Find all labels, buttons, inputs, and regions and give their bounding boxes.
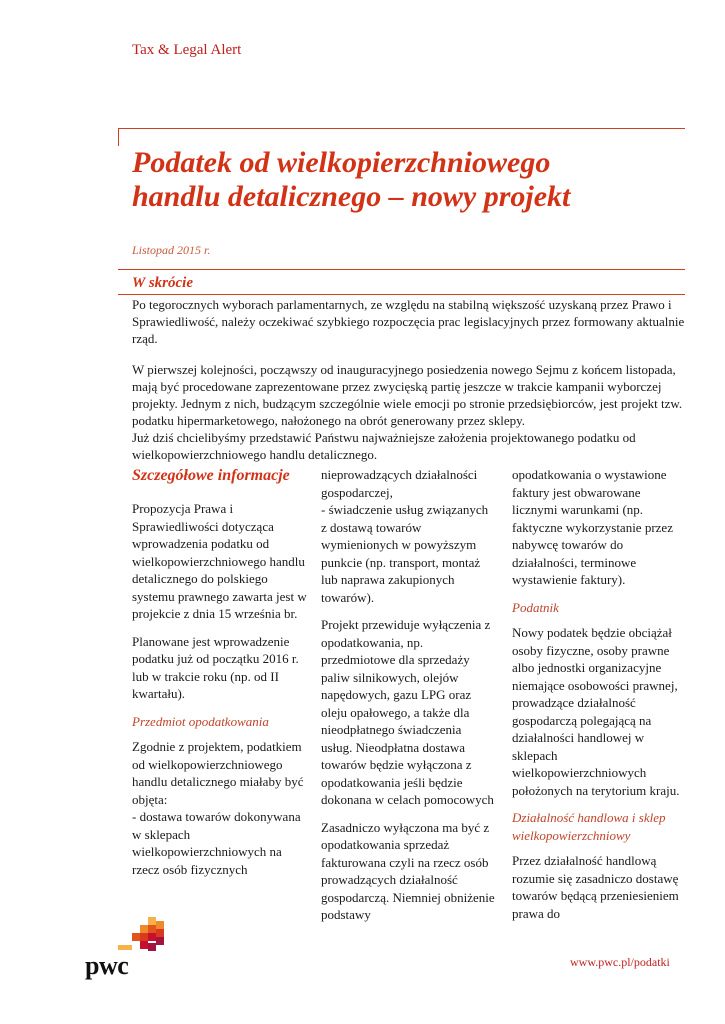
pwc-logo: pwc bbox=[85, 951, 129, 980]
col1-paragraph-2: Planowane jest wprowadzenie podatku już od początku 2016 r. lub w trakcie roku (np. od II kwartału). bbox=[132, 633, 299, 701]
col1-paragraph-3a: Zgodnie z projektem, podatkiem od wielkopowierzchniowego handlu detalicznego miałaby być objęta: bbox=[132, 739, 304, 807]
column-1 bbox=[132, 466, 307, 888]
footer-url-link[interactable]: www.pwc.pl/podatki bbox=[570, 955, 670, 969]
col3-paragraph-3: Przez działalność handlową rozumie się zasadniczo dostawę towarów będącą przeniesieniem prawa do bbox=[512, 853, 679, 921]
col2-paragraph-2: Projekt przewiduje wyłączenia z opodatkowania, np. przedmiotowe dla sprzedaży paliw silnikowych, olejów napędowych, gazu LPG oraz oleju opałowego, a także dla nieodpłatnego świadczenia usług. Nieodpłatna dostawa towarów będzie wyłączona z opodatkowania jeśli będzie dokonana w celach pomocowych bbox=[321, 617, 494, 807]
column-3 bbox=[512, 466, 687, 932]
summary-paragraph-2: W pierwszej kolejności, począwszy od inauguracyjnego posiedzenia nowego Sejmu z końcem listopada, mają być procedowane zaprezentowane przez zwycięską partię jeszcze w trakcie kampanii wyborczej projekty. Jednym z nich, budzącym szczególnie wiele emocji po stronie przedsiębiorców, jest projekt tzw. podatku hipermarketowego, nałożonego na obrót generowany przez sklepy. bbox=[132, 362, 683, 428]
pwc-logo-mark-icon bbox=[118, 917, 164, 955]
summary-bottom-rule bbox=[118, 294, 685, 295]
publication-date: Listopad 2015 r. bbox=[132, 243, 211, 257]
summary-paragraph-1: Po tegorocznych wyborach parlamentarnych, ze względu na stabilną większość uzyskaną przez Prawo i Sprawiedliwość, należy oczekiwać szybkiego rozpoczęcia prac legislacyjnych przez formowany aktualnie rząd. bbox=[132, 297, 685, 346]
title-line-1: Podatek od wielkopierzchniowego bbox=[132, 146, 551, 179]
taxpayer-subheading: Podatnik bbox=[512, 599, 559, 615]
top-rule bbox=[118, 128, 685, 129]
retail-store-subheading: Działalność handlowa i sklep wielkopowierzchniowy bbox=[512, 810, 666, 843]
brand-label: Tax & Legal Alert bbox=[132, 42, 242, 58]
column-2 bbox=[321, 466, 496, 934]
summary-section bbox=[132, 296, 687, 477]
col3-paragraph-2: Nowy podatek będzie obciążał osoby fizyczne, osoby prawne albo jednostki organizacyjne niemające osobowości prawnej, prowadzące działalność gospodarczą polegającą na działalności handlowej w sklepach wielkopowierzchniowych położonych na terytorium kraju. bbox=[512, 625, 680, 798]
page-title bbox=[132, 146, 692, 214]
summary-heading: W skrócie bbox=[132, 275, 193, 291]
title-line-2: handlu detalicznego – nowy projekt bbox=[132, 180, 571, 213]
col2-paragraph-1b: - świadczenie usług związanych z dostawą towarów wymienionych w powyższym punkcie (np. transport, montaż lub naprawa zakupionych towarów). bbox=[321, 502, 489, 605]
subject-subheading: Przedmiot opodatkowania bbox=[132, 713, 269, 729]
col3-paragraph-1: opodatkowania o wystawione faktury jest obwarowane licznymi warunkami (np. faktyczne wykorzystanie przez nabywcę towarów do działalności, terminowe wystawienie faktury). bbox=[512, 467, 673, 587]
top-rule-tick bbox=[118, 128, 119, 146]
col1-paragraph-1: Propozycja Prawa i Sprawiedliwości dotycząca wprowadzenia podatku od wielkopowierzchniowego handlu detalicznego do polskiego systemu prawnego zawarta jest w projekcie z dnia 15 września br. bbox=[132, 501, 307, 621]
details-heading: Szczegółowe informacje bbox=[132, 467, 290, 484]
summary-paragraph-3: Już dziś chcielibyśmy przedstawić Państwu najważniejsze założenia projektowanego podatku od wielkopowierzchniowego handlu detalicznego. bbox=[132, 430, 636, 462]
summary-top-rule bbox=[118, 269, 685, 270]
col1-paragraph-3b: - dostawa towarów dokonywana w sklepach wielkopowierzchniowych na rzecz osób fizycznych bbox=[132, 809, 301, 877]
col2-paragraph-3: Zasadniczo wyłączona ma być z opodatkowania sprzedaż fakturowana czyli na rzecz osób prowadzących działalność gospodarczą. Niemniej obniżenie podstawy bbox=[321, 819, 495, 922]
col2-paragraph-1a: nieprowadzących działalności gospodarczej, bbox=[321, 467, 478, 500]
